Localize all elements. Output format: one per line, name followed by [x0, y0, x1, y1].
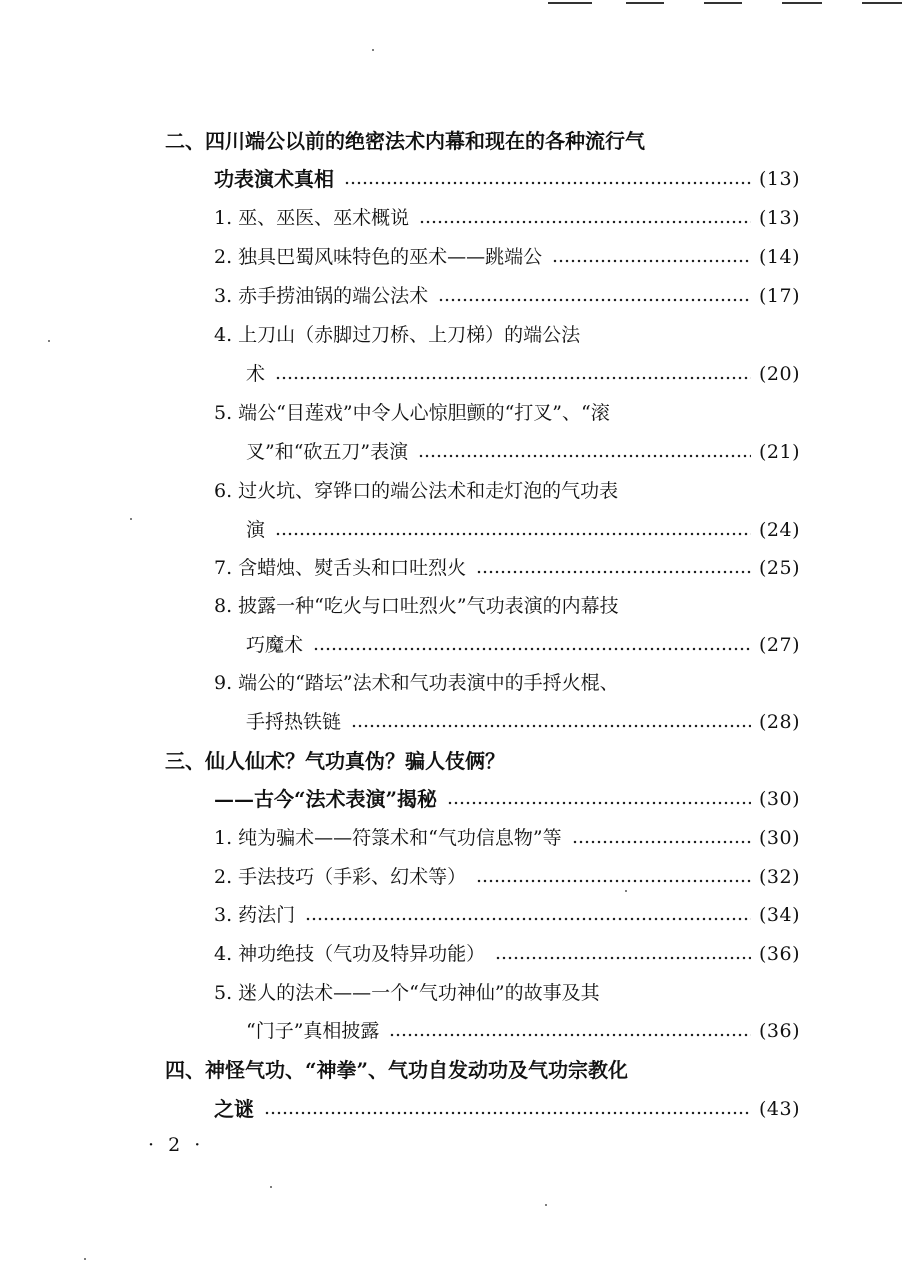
- toc-section-line: [165, 744, 505, 778]
- entry-title: 之谜: [214, 1097, 254, 1121]
- entry-title: 4. 上刀山（赤脚过刀桥、上刀梯）的端公法: [214, 324, 581, 346]
- entry-title: 4. 神功绝技（气功及特异功能）: [214, 943, 486, 965]
- entry-title: 5. 端公“目莲戏”中令人心惊胆颤的“打叉”、“滚: [214, 402, 610, 424]
- entry-page-number: (32): [758, 866, 800, 888]
- toc-entry-line: [214, 589, 619, 623]
- toc-entry-line: [214, 860, 800, 894]
- entry-title: 2. 独具巴蜀风味特色的巫术——跳端公: [214, 246, 543, 268]
- entry-title: 6. 过火坑、穿铧口的端公法术和走灯泡的气功表: [214, 480, 619, 502]
- entry-page-number: (24): [758, 519, 800, 541]
- dot-leader: [305, 898, 751, 932]
- entry-page-number: (36): [758, 1020, 800, 1042]
- entry-page-number: (30): [758, 788, 800, 810]
- toc-entry-line: [214, 551, 800, 585]
- entry-page-number: (34): [758, 904, 800, 926]
- entry-page-number: (21): [758, 441, 800, 463]
- toc-section-line: [165, 1053, 628, 1087]
- toc-entry-line: [246, 628, 800, 662]
- dot-leader: [495, 937, 751, 971]
- entry-title: 9. 端公的“踏坛”法术和气功表演中的手捋火棍、: [214, 672, 619, 694]
- entry-title: 术: [246, 363, 266, 385]
- dot-leader: [351, 705, 751, 739]
- toc-entry-line: [246, 705, 800, 739]
- toc-entry-line: [246, 513, 800, 547]
- entry-page-number: (13): [758, 168, 800, 190]
- toc-entry-line: [214, 240, 800, 274]
- entry-page-number: (36): [758, 943, 800, 965]
- dot-leader: [438, 279, 751, 313]
- top-edge-marks: [540, 0, 910, 10]
- dot-leader: [572, 821, 751, 855]
- entry-page-number: (25): [758, 557, 800, 579]
- entry-title: 二、四川端公以前的绝密法术内幕和现在的各种流行气: [165, 129, 645, 153]
- toc-entry-line: [214, 201, 800, 235]
- toc-entry-line: [246, 435, 800, 469]
- dot-leader: [419, 201, 751, 235]
- toc-entry-line: [214, 474, 618, 508]
- entry-page-number: (13): [758, 207, 800, 229]
- toc-section-line: [214, 162, 800, 196]
- dot-leader: [264, 1092, 751, 1126]
- dot-leader: [275, 357, 751, 391]
- entry-page-number: (20): [758, 363, 800, 385]
- toc-entry-line: [214, 937, 800, 971]
- toc-entry-line: [214, 396, 610, 430]
- dot-leader: [389, 1014, 751, 1048]
- dot-leader: [476, 860, 751, 894]
- entry-title: 3. 赤手捞油锅的端公法术: [214, 285, 429, 307]
- entry-page-number: (27): [758, 634, 800, 656]
- toc-section-line: [214, 1092, 800, 1126]
- toc-entry-line: [214, 279, 800, 313]
- page-number: · 2 ·: [148, 1134, 205, 1156]
- toc-section-line: [214, 782, 800, 816]
- dot-leader: [447, 782, 751, 816]
- entry-page-number: (17): [758, 285, 800, 307]
- toc-entry-line: [246, 1014, 800, 1048]
- dot-leader: [275, 513, 751, 547]
- toc-entry-line: [214, 976, 600, 1010]
- entry-page-number: (28): [758, 711, 800, 733]
- entry-title: 巧魔术: [246, 634, 304, 656]
- toc-entry-line: [214, 666, 619, 700]
- dot-leader: [476, 551, 751, 585]
- toc-entry-line: [214, 318, 580, 352]
- entry-title: 1. 纯为骗术——符箓术和“气功信息物”等: [214, 827, 562, 849]
- entry-title: 手捋热铁链: [246, 711, 342, 733]
- entry-title: 功表演术真相: [214, 167, 334, 191]
- toc-section-line: [165, 124, 645, 158]
- entry-title: 演: [246, 519, 266, 541]
- dot-leader: [344, 162, 751, 196]
- toc-entry-line: [214, 898, 800, 932]
- toc-entry-line: [214, 821, 800, 855]
- entry-title: 3. 药法门: [214, 904, 296, 926]
- toc-entry-line: [246, 357, 800, 391]
- entry-page-number: (30): [758, 827, 800, 849]
- dot-leader: [552, 240, 751, 274]
- dot-leader: [313, 628, 751, 662]
- entry-title: 叉”和“砍五刀”表演: [246, 441, 409, 463]
- entry-title: 1. 巫、巫医、巫术概说: [214, 207, 410, 229]
- entry-title: 2. 手法技巧（手彩、幻术等）: [214, 866, 467, 888]
- entry-title: “门子”真相披露: [246, 1020, 380, 1042]
- entry-title: 7. 含蜡烛、熨舌头和口吐烈火: [214, 557, 467, 579]
- entry-title: 三、仙人仙术？气功真伪？骗人伎俩？: [165, 749, 505, 773]
- dot-leader: [418, 435, 751, 469]
- entry-title: 8. 披露一种“吃火与口吐烈火”气功表演的内幕技: [214, 595, 619, 617]
- entry-title: 5. 迷人的法术——一个“气功神仙”的故事及其: [214, 982, 600, 1004]
- entry-title: ——古今“法术表演”揭秘: [214, 787, 438, 811]
- entry-page-number: (43): [758, 1098, 800, 1120]
- entry-page-number: (14): [758, 246, 800, 268]
- entry-title: 四、神怪气功、“神拳”、气功自发动功及气功宗教化: [165, 1058, 629, 1082]
